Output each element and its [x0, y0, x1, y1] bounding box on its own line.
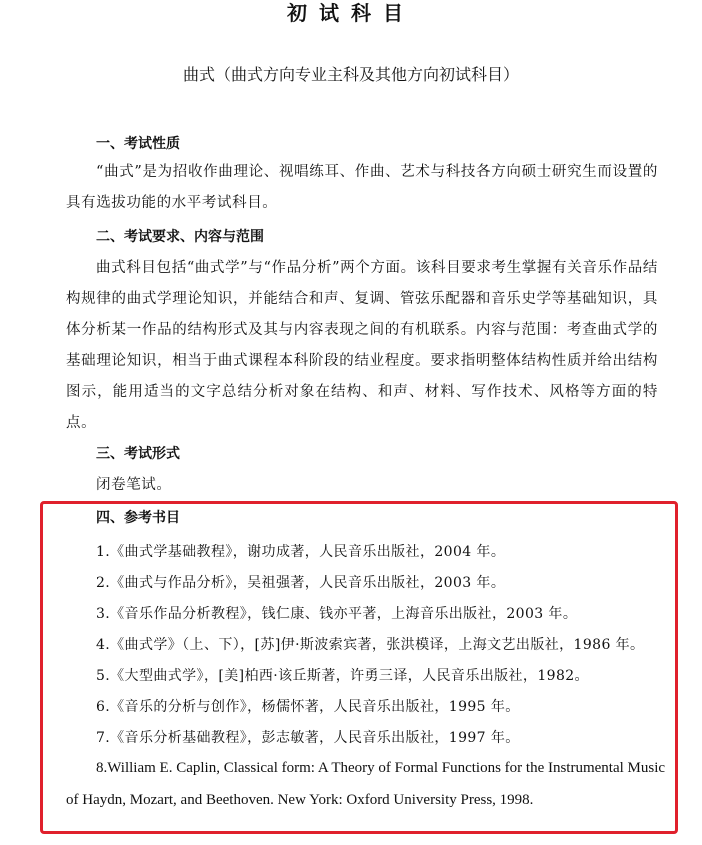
- page-title: 初试科目: [287, 1, 415, 25]
- section-1-body: “曲式”是为招收作曲理论、视唱练耳、作曲、艺术与科技各方向硕士研究生而设置的具有选拔功能的水平考试科目。: [66, 164, 658, 211]
- reference-item-5: 5.《大型曲式学》，[美]柏西·该丘斯著，许勇三译，人民音乐出版社，1982。: [96, 668, 589, 684]
- reference-item-3: 3.《音乐作品分析教程》，钱仁康、钱亦平著，上海音乐出版社，2003 年。: [96, 606, 578, 622]
- section-3-heading: 三、考试形式: [96, 446, 180, 462]
- reference-item-1: 1.《曲式学基础教程》，谢功成著，人民音乐出版社，2004 年。: [96, 544, 506, 560]
- reference-item-8: 8.William E. Caplin, Classical form: A Theory of Formal Functions for the Instrumental Music of Haydn, Mozart, and Beethoven. New York: Oxford University Press, 1998.: [66, 760, 666, 808]
- section-2-body: 曲式科目包括“曲式学”与“作品分析”两个方面。该科目要求考生掌握有关音乐作品结构规律的曲式学理论知识，并能结合和声、复调、管弦乐配器和音乐史学等基础知识，具体分析某一作品的结构形式及其与内容表现之间的有机联系。内容与范围：考查曲式学的基础理论知识，相当于曲式课程本科阶段的结业程度。要求指明整体结构性质并给出结构图示，能用适当的文字总结分析对象在结构、和声、材料、写作技术、风格等方面的特点。: [66, 260, 658, 431]
- reference-item-7: 7.《音乐分析基础教程》，彭志敏著，人民音乐出版社，1997 年。: [96, 730, 520, 746]
- section-3-body: 闭卷笔试。: [96, 477, 172, 493]
- section-4-heading: 四、参考书目: [96, 510, 180, 526]
- section-1-heading: 一、考试性质: [96, 136, 180, 152]
- reference-list: [96, 537, 666, 754]
- page-subtitle: 曲式（曲式方向专业主科及其他方向初试科目）: [182, 65, 519, 84]
- reference-item-4: 4.《曲式学》（上、下），[苏]伊·斯波索宾著，张洪模译，上海文艺出版社，1986 年。: [96, 637, 645, 653]
- reference-item-6: 6.《音乐的分析与创作》，杨儒怀著，人民音乐出版社，1995 年。: [96, 699, 520, 715]
- section-2-heading: 二、考试要求、内容与范围: [96, 229, 264, 245]
- reference-item-2: 2.《曲式与作品分析》，吴祖强著，人民音乐出版社，2003 年。: [96, 575, 506, 591]
